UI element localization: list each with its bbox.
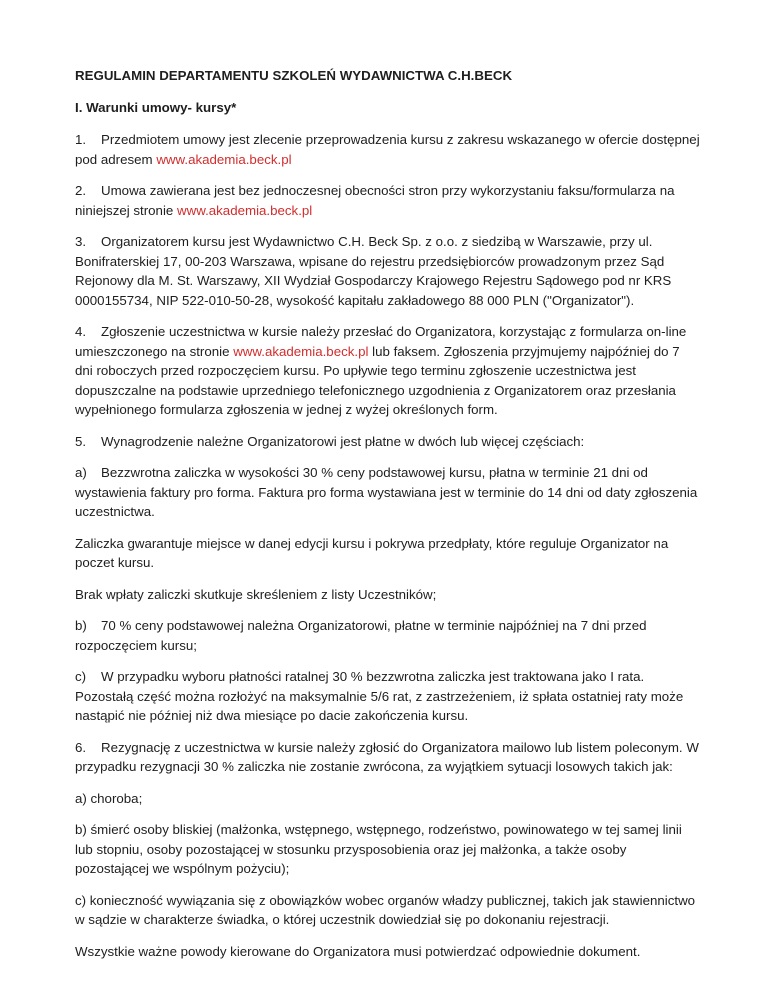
document-page	[75, 66, 700, 973]
paragraph-number: 2.	[75, 183, 87, 198]
paragraph-label: c)	[75, 669, 87, 684]
paragraph-4	[75, 322, 700, 420]
paragraph-number: 3.	[75, 234, 87, 249]
paragraph-final: Wszystkie ważne powody kierowane do Organizatora musi potwierdzać odpowiednie dokument.	[75, 943, 641, 959]
paragraph-2	[75, 181, 700, 220]
paragraph-brak: Brak wpłaty zaliczki skutkuje skreśleniem z listy Uczestników;	[75, 586, 437, 602]
paragraph-text: Bezzwrotna zaliczka w wysokości 30 % ceny podstawowej kursu, płatna w terminie 21 dni od wystawienia faktury pro forma. Faktura pro forma wystawiana jest w terminie do 14 dni od daty zgłoszenia uczestnictwa.	[75, 465, 698, 519]
paragraph-c	[75, 667, 700, 726]
reason-c: c) konieczność wywiązania się z obowiązków wobec organów władzy publicznej, takich jak stawiennictwo w sądzie w charakterze świadka, o której uczestnik dowiedział się po dokonaniu rejestracji.	[75, 892, 696, 927]
paragraph-number: 1.	[75, 132, 87, 147]
paragraph-6	[75, 738, 700, 777]
paragraph-text: lub faksem. Zgłoszenia przyjmujemy najpóźniej do 7 dni roboczych przed rozpoczęciem kursu. Po upływie tego terminu zgłoszenie uczestnictwa jest dopuszczalne na podstawie uprzedniego telefonicznego uzgodnienia z Organizatorem oraz przesłania wypełnionego formularza zgłoszenia w jednej z wyżej określonych form.	[75, 343, 680, 417]
paragraph-label: a)	[75, 465, 87, 480]
paragraph-text: Organizatorem kursu jest Wydawnictwo C.H. Beck Sp. z o.o. z siedzibą w Warszawie, przy ul. Bonifraterskiej 17, 00-203 Warszawa, wpisane do rejestru przedsiębiorców prowadzonym przez Sąd Rejonowy dla M. St. Warszawy, XII Wydział Gospodarczy Krajowego Rejestru Sądowego pod nr KRS 0000155734, NIP 522-010-50-28, wysokość kapitału zakładowego 88 000 PLN ("Organizator").	[75, 234, 672, 308]
paragraph-text: Rezygnację z uczestnictwa w kursie należy zgłosić do Organizatora mailowo lub listem poleconym. W przypadku rezygnacji 30 % zaliczka nie zostanie zwrócona, za wyjątkiem sytuacji losowych takich jak:	[75, 739, 699, 774]
paragraph-number: 5.	[75, 433, 87, 449]
paragraph-3	[75, 232, 700, 310]
paragraph-label: b)	[75, 618, 87, 633]
paragraph-a	[75, 463, 700, 522]
paragraph-text: 70 % ceny podstawowej należna Organizatorowi, płatne w terminie najpóźniej na 7 dni przed rozpoczęciem kursu;	[75, 618, 647, 653]
akademia-link[interactable]: www.akademia.beck.pl	[233, 343, 369, 359]
paragraph-number: 6.	[75, 739, 87, 755]
reason-b: b) śmierć osoby bliskiej (małżonka, wstępnego, wstępnego, rodzeństwo, powinowatego w tej samej linii lub stopniu, osoby pozostającej w stosunku przysposobienia oraz jej małżonka, a także osoby pozostającej we wspólnym pożyciu);	[75, 822, 682, 876]
paragraph-text: Przedmiotem umowy jest zlecenie przeprowadzenia kursu z zakresu wskazanego w ofercie dostępnej pod adresem	[75, 132, 700, 167]
paragraph-number: 4.	[75, 324, 87, 339]
reason-a: a) choroba;	[75, 790, 143, 806]
paragraph-1	[75, 130, 700, 169]
section-heading: I. Warunki umowy- kursy*	[75, 99, 237, 115]
paragraph-b	[75, 616, 700, 655]
paragraph-text: Wynagrodzenie należne Organizatorowi jest płatne w dwóch lub więcej częściach:	[101, 433, 585, 449]
document-title: REGULAMIN DEPARTAMENTU SZKOLEŃ WYDAWNICTWA C.H.BECK	[75, 68, 513, 83]
paragraph-text: W przypadku wyboru płatności ratalnej 30 % bezzwrotna zaliczka jest traktowana jako I rata. Pozostałą część można rozłożyć na maksymalnie 5/6 rat, z zastrzeżeniem, iż spłata ostatniej raty może nastąpić nie później niż dwa miesiące po dacie zakończenia kursu.	[75, 669, 684, 723]
akademia-link[interactable]: www.akademia.beck.pl	[177, 202, 313, 218]
paragraph-text: Zgłoszenie uczestnictwa w kursie należy przesłać do Organizatora, korzystając z formularza on-line umieszczonego na stronie	[75, 324, 687, 359]
paragraph-5	[75, 432, 700, 452]
paragraph-zaliczka: Zaliczka gwarantuje miejsce w danej edycji kursu i pokrywa przedpłaty, które reguluje Organizator na poczet kursu.	[75, 535, 669, 570]
akademia-link[interactable]: www.akademia.beck.pl	[156, 151, 292, 167]
paragraph-text: Umowa zawierana jest bez jednoczesnej obecności stron przy wykorzystaniu faksu/formularza na niniejszej stronie	[75, 183, 675, 218]
